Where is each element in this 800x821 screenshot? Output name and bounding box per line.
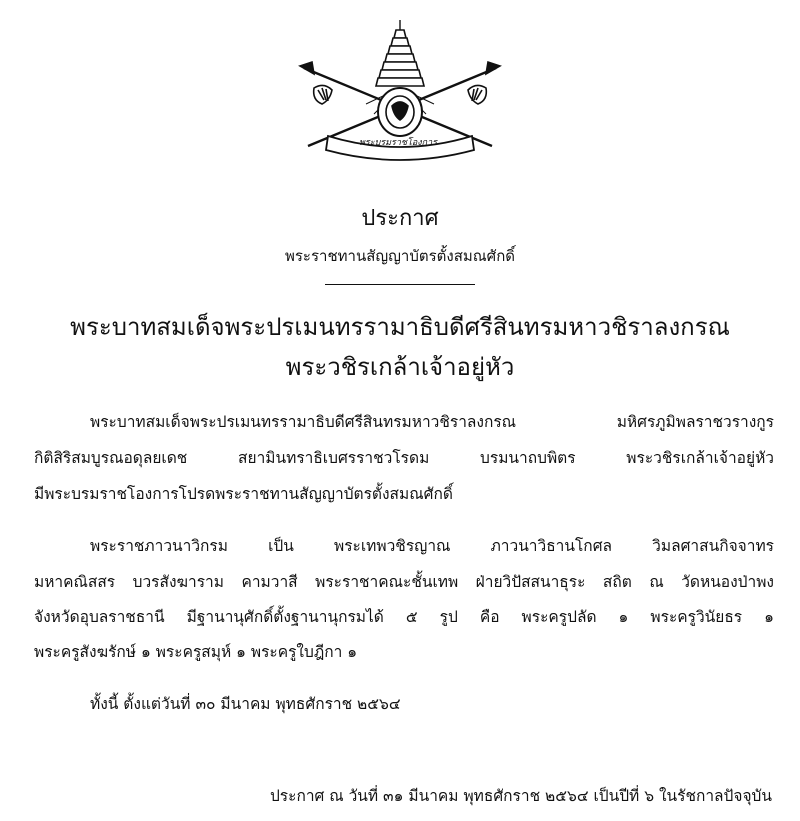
document-type: ประกาศ xyxy=(361,206,439,231)
body-line: พระบาทสมเด็จพระปรเมนทรรามาธิบดีศรีสินทรมหาวชิราลงกรณ มหิศรภูมิพลราชวรางกูร xyxy=(90,413,774,431)
body-line: จังหวัดอุบลราชธานี มีฐานานุศักดิ์ตั้งฐานานุกรมได้ ๕ รูป คือ พระครูปลัด ๑ พระครูวินัยธร ๑ xyxy=(34,608,774,626)
body-line: พระราชภาวนาวิกรม เป็น พระเทพวชิรญาณ ภาวนาวิธานโกศล วิมลศาสนกิจจาทร xyxy=(90,537,774,555)
announcement-date: ประกาศ ณ วันที่ ๓๑ มีนาคม พุทธศักราช ๒๕๖๔ เป็นปีที่ ๖ ในรัชกาลปัจจุบัน xyxy=(269,787,772,805)
body-line: พระครูสังฆรักษ์ ๑ พระครูสมุห์ ๑ พระครูใบฎีกา ๑ xyxy=(34,643,358,661)
emblem-ribbon-text: พระบรมราชโองการ xyxy=(358,138,438,148)
header-divider xyxy=(325,284,475,285)
title-line-2: พระวชิรเกล้าเจ้าอยู่หัว xyxy=(285,353,515,381)
body-line: มหาคณิสสร บวรสังฆาราม คามวาสี พระราชาคณะชั้นเทพ ฝ่ายวิปัสสนาธุระ สถิต ณ วัดหนองป่าพง xyxy=(34,573,774,591)
body-line: กิติสิริสมบูรณอดุลยเดช สยามินทราธิเบศรราชวโรดม บรมนาถบพิตร พระวชิรเกล้าเจ้าอยู่หัว xyxy=(34,449,774,467)
effective-date-line: ทั้งนี้ ตั้งแต่วันที่ ๓๐ มีนาคม พุทธศักราช ๒๕๖๔ xyxy=(90,695,401,713)
document-subject: พระราชทานสัญญาบัตรตั้งสมณศักดิ์ xyxy=(284,247,516,265)
title-line-1: พระบาทสมเด็จพระปรเมนทรรามาธิบดีศรีสินทรมหาวชิราลงกรณ xyxy=(70,313,730,341)
body-line: มีพระบรมราชโองการโปรดพระราชทานสัญญาบัตรตั้งสมณศักดิ์ xyxy=(34,485,453,503)
